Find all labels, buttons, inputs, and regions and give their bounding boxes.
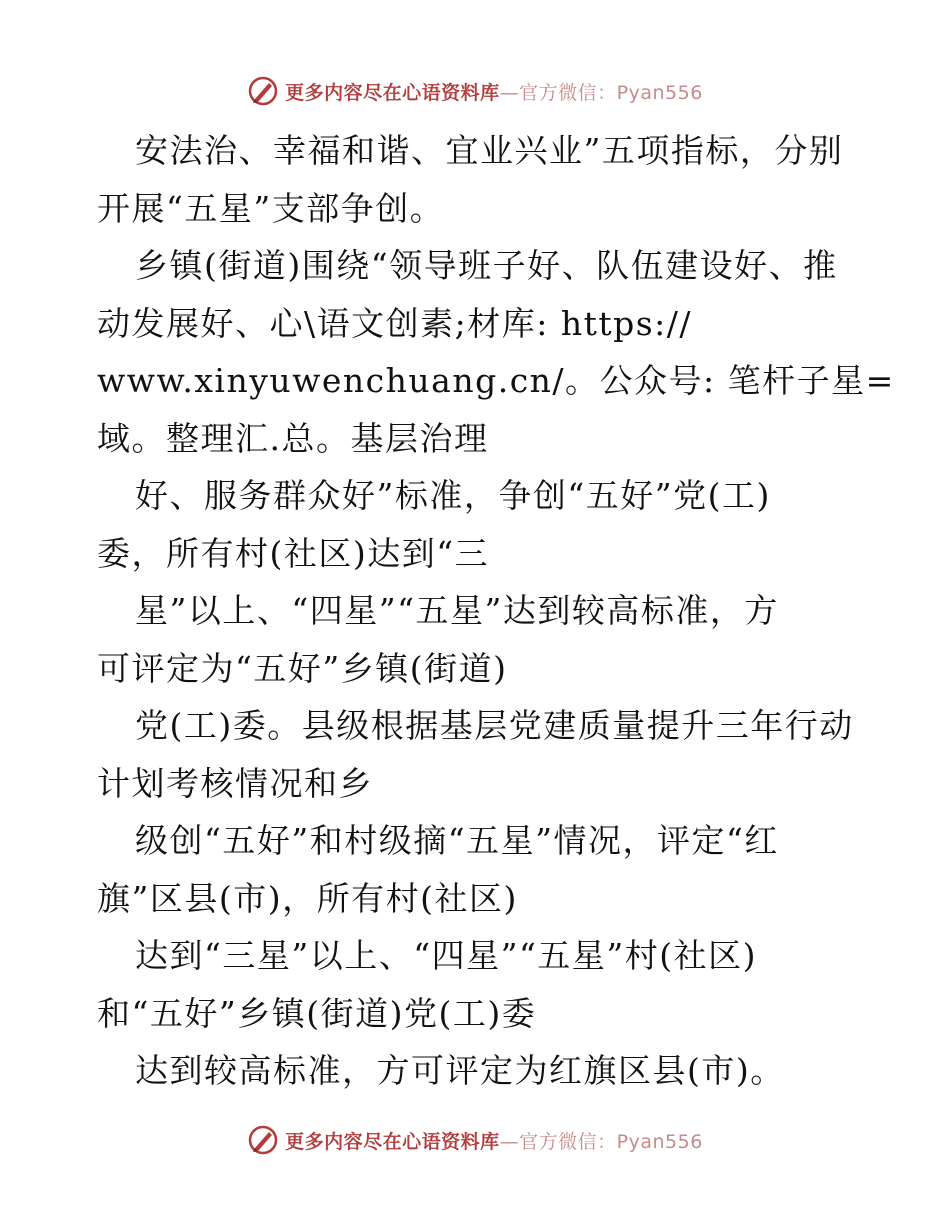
body-line: 域。整理汇.总。基层治理 [97,418,489,458]
body-line: 旗”区县(市)，所有村(社区) [97,878,518,918]
watermark-dash: — [499,1130,520,1153]
watermark-main: 更多内容尽在心语资料库 [285,1130,500,1153]
body-line: 委，所有村(社区)达到“三 [97,533,490,573]
watermark-suffix: 官方微信：Pyan556 [519,1130,703,1153]
watermark-text [285,1127,703,1154]
pen-logo-icon [247,1124,279,1156]
watermark-text [285,78,703,105]
document-body [97,122,895,1100]
body-line: 乡镇(街道)围绕“领导班子好、队伍建设好、推 [135,246,838,285]
body-line: 计划考核情况和乡 [97,763,373,803]
watermark-footer [0,1122,950,1158]
body-line: 可评定为“五好”乡镇(街道) [97,648,508,688]
body-line: www.xinyuwenchuang.cn/。公众号: 笔杆子星= [97,361,895,400]
body-line: 达到“三星”以上、“四星”“五星”村(社区) [135,936,757,975]
watermark-suffix: 官方微信：Pyan556 [519,81,703,104]
body-line: 好、服务群众好”标准，争创“五好”党(工) [135,476,771,515]
body-line: 开展“五星”支部争创。 [97,188,445,228]
body-line: 安法治、幸福和谐、宜业兴业”五项指标，分别 [135,131,844,170]
pen-logo-icon [247,75,279,107]
body-line: 党(工)委。县级根据基层党建质量提升三年行动 [135,706,854,745]
watermark-main: 更多内容尽在心语资料库 [285,81,500,104]
body-line: 星”以上、“四星”“五星”达到较高标准，方 [135,591,779,630]
watermark-header [0,73,950,109]
watermark-dash: — [499,81,520,104]
body-line: 达到较高标准，方可评定为红旗区县(市)。 [135,1051,785,1090]
body-line: 级创“五好”和村级摘“五星”情况，评定“红 [135,821,779,860]
body-line: 和“五好”乡镇(街道)党(工)委 [97,993,537,1033]
body-line: 动发展好、心\语文创素;材库: https:// [97,303,693,343]
